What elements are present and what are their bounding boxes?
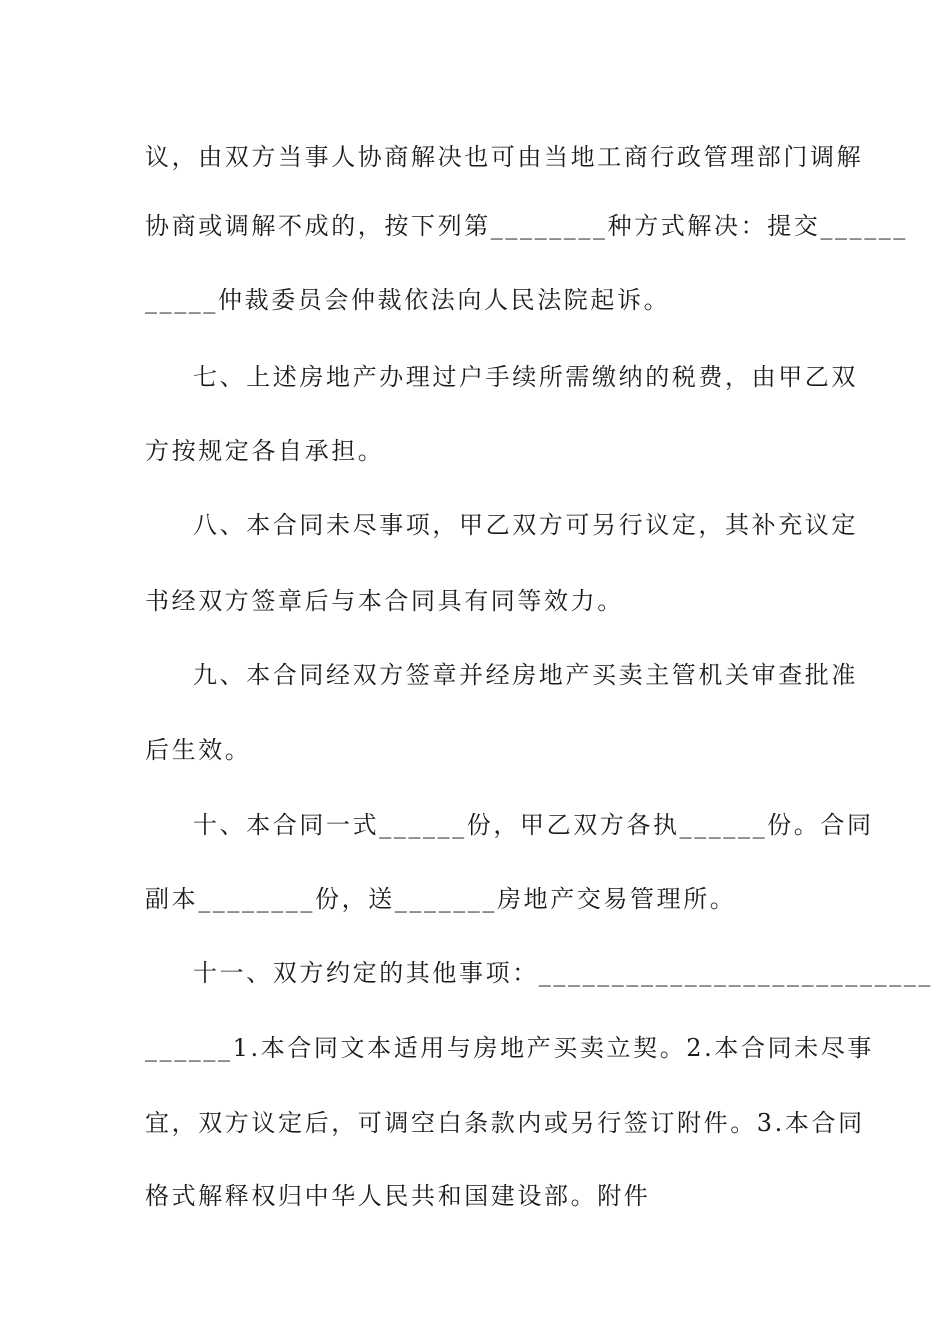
clause-10-line-1: 十、本合同一式______份，甲乙双方各执______份。合同 <box>193 811 874 839</box>
clause-7-line-1: 七、上述房地产办理过户手续所需缴纳的税费，由甲乙双 <box>193 363 858 391</box>
clause-11-line-2: ______1.本合同文本适用与房地产买卖立契。2.本合同未尽事 <box>145 1034 874 1062</box>
clause-8-line-2: 书经双方签章后与本合同具有同等效力。 <box>145 587 624 615</box>
clause-9-line-2: 后生效。 <box>145 736 252 764</box>
clause-11-line-3: 宜，双方议定后，可调空白条款内或另行签订附件。3.本合同 <box>145 1109 865 1137</box>
text-line-2: 协商或调解不成的，按下列第________种方式解决：提交______ <box>145 212 908 240</box>
clause-11-line-1: 十一、双方约定的其他事项：___________________________ <box>193 959 933 987</box>
clause-10-line-2: 副本________份，送_______房地产交易管理所。 <box>145 885 737 913</box>
clause-11-line-4: 格式解释权归中华人民共和国建设部。附件 <box>145 1182 651 1210</box>
text-line-1: 议，由双方当事人协商解决也可由当地工商行政管理部门调解 <box>145 143 864 171</box>
clause-7-line-2: 方按规定各自承担。 <box>145 437 385 465</box>
text-line-3: _____仲裁委员会仲裁依法向人民法院起诉。 <box>145 286 671 314</box>
clause-8-line-1: 八、本合同未尽事项，甲乙双方可另行议定，其补充议定 <box>193 511 858 539</box>
clause-9-line-1: 九、本合同经双方签章并经房地产买卖主管机关审查批准 <box>193 661 858 689</box>
